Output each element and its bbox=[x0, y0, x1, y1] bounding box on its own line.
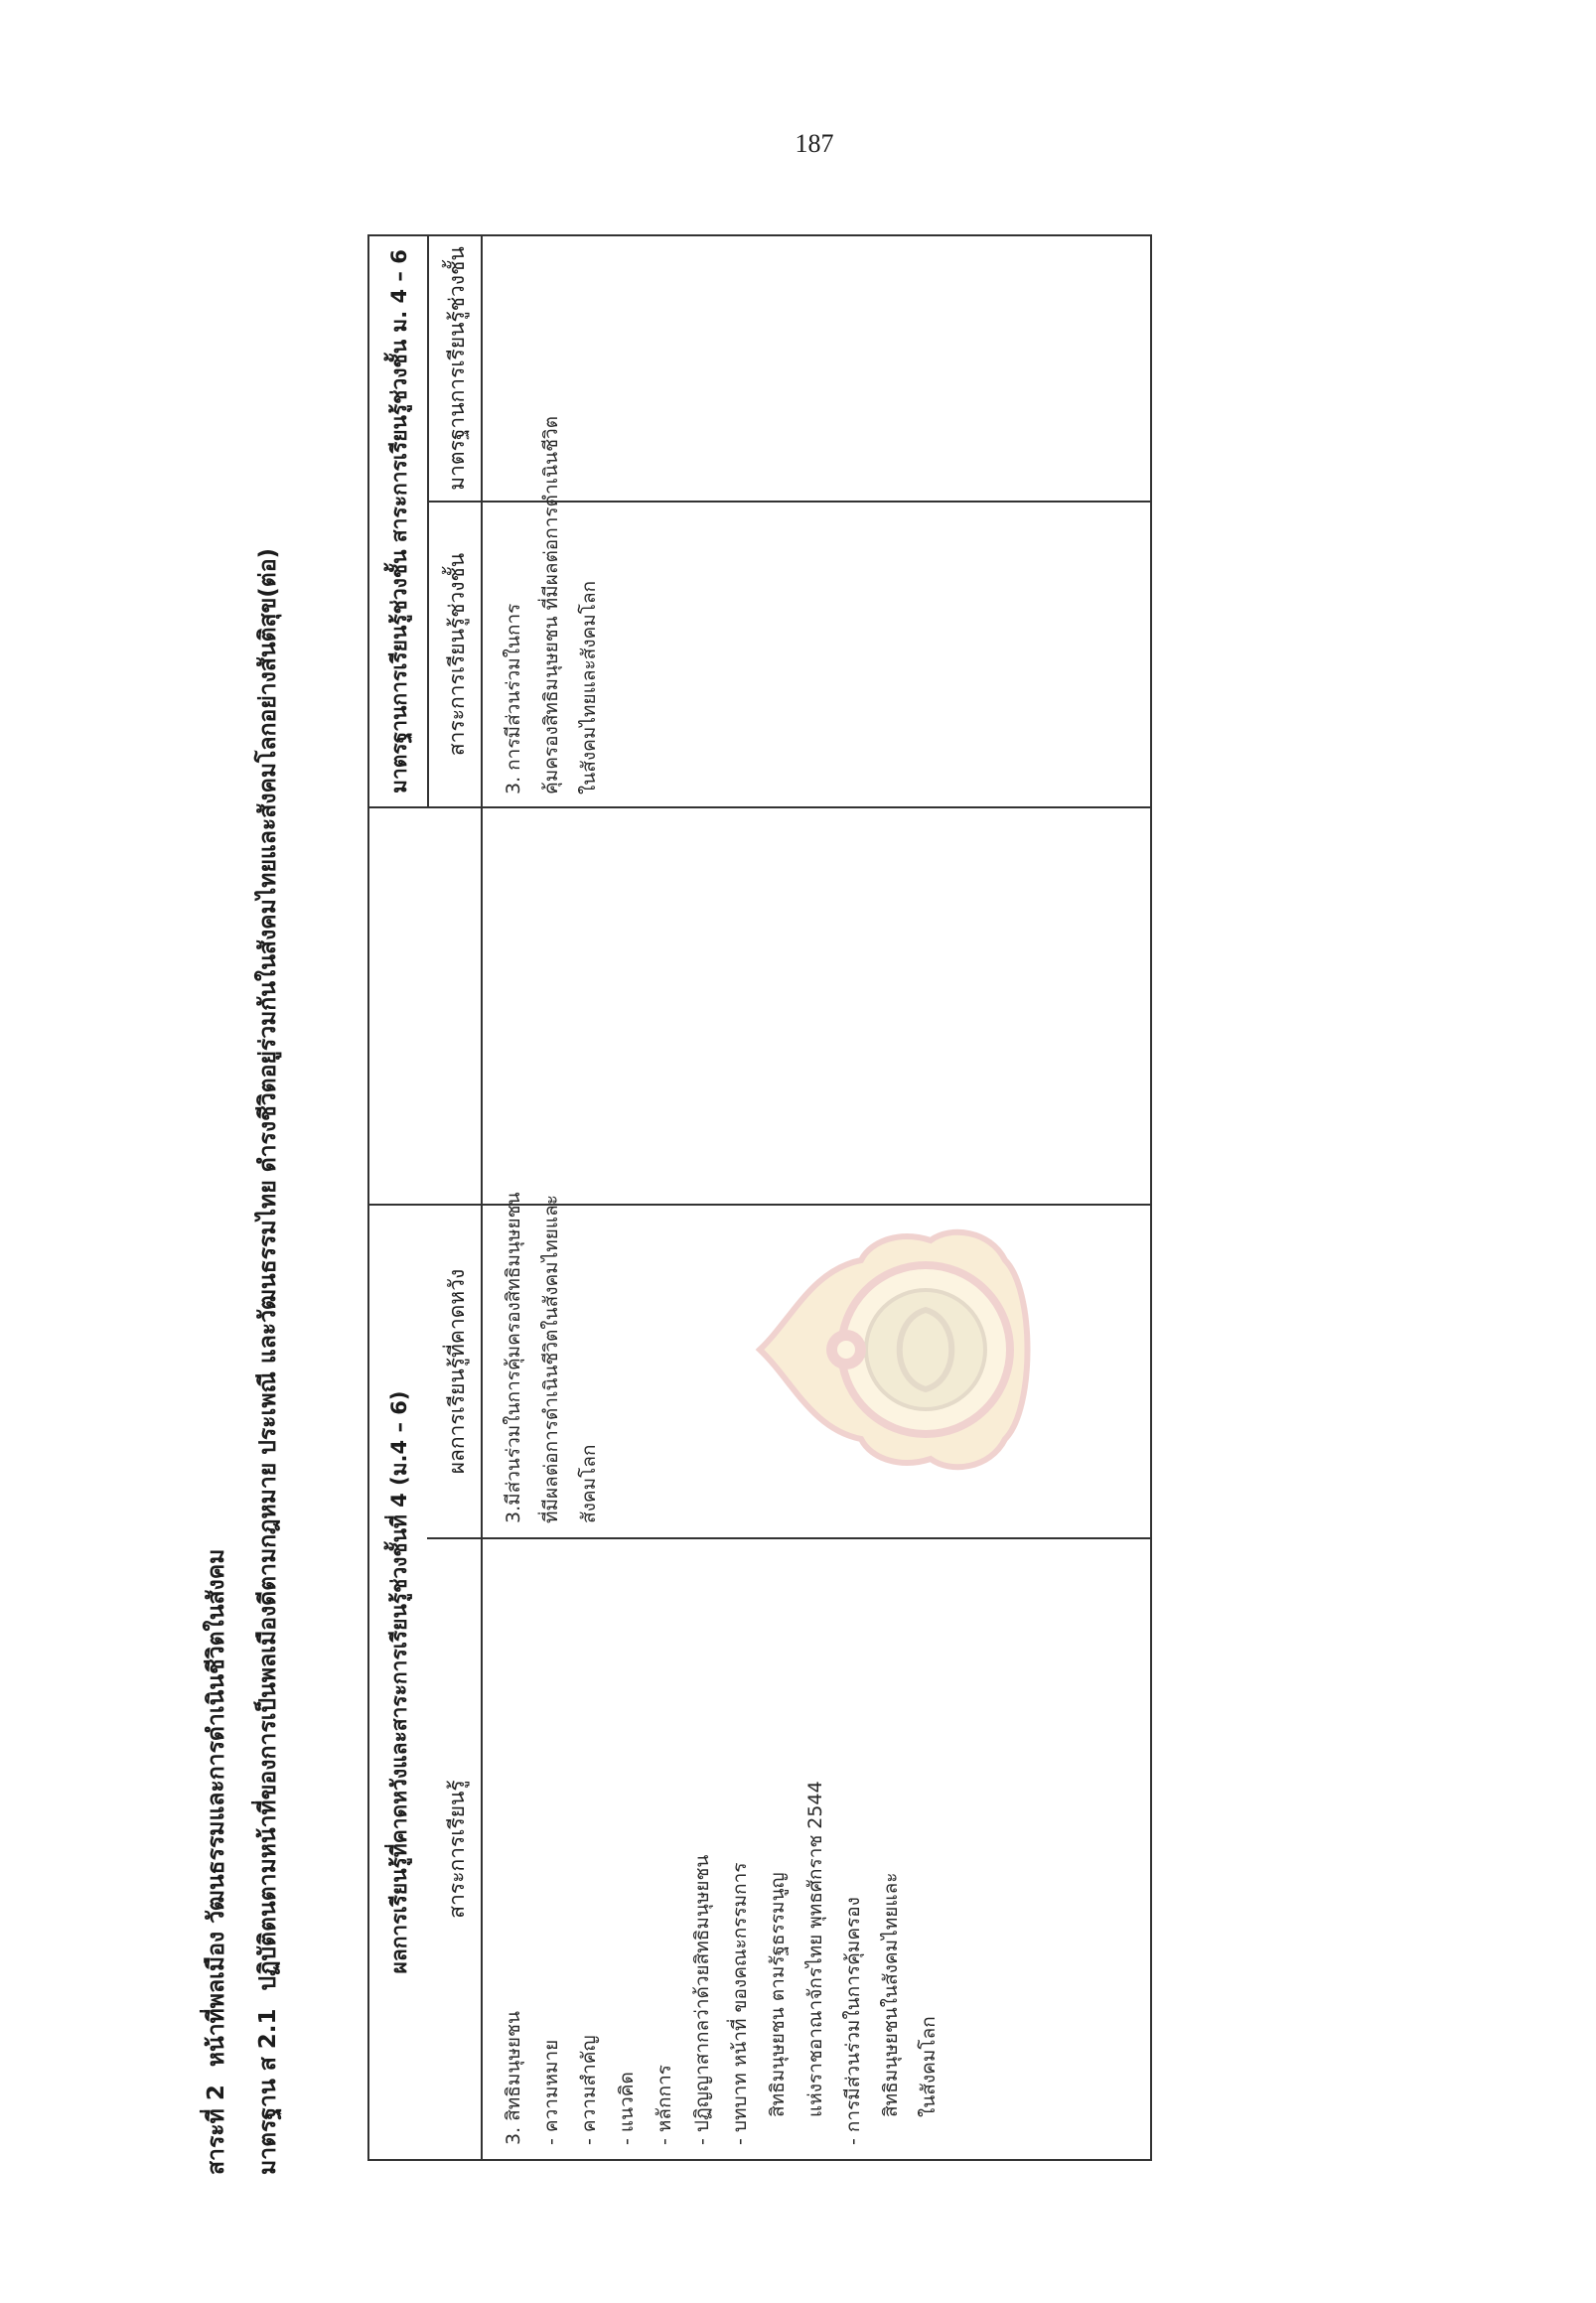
cell-range-content bbox=[495, 416, 608, 794]
group-header-standards: มาตรฐานการเรียนรู้ช่วงชั้น สาระการเรียนรู้ช่วงชั้น ม. 4 – 6 bbox=[387, 249, 411, 793]
strand-heading bbox=[199, 1549, 234, 2175]
learning-content-line: สิทธิมนุษยชน ตามรัฐธรรมนูญ bbox=[767, 1872, 789, 2117]
outcome-line: สังคมโลก bbox=[578, 1444, 600, 1523]
range-content-line: ในสังคมไทยและสังคมโลก bbox=[578, 580, 600, 794]
curriculum-table bbox=[367, 234, 1152, 2161]
learning-content-line: - การมีส่วนร่วมในการคุ้มครอง bbox=[842, 1897, 864, 2145]
strand-label: สาระที่ 2 bbox=[204, 2085, 229, 2175]
learning-content-line: - ความหมาย bbox=[540, 2039, 562, 2145]
outcome-line: ที่มีผลต่อการดำเนินชีวิตในสังคมไทยและ bbox=[540, 1194, 562, 1523]
standard-heading bbox=[250, 548, 286, 2175]
page-number: 187 bbox=[795, 129, 834, 158]
standard-title: ปฏิบัติตนตามหน้าที่ของการเป็นพลเมืองดีตามกฎหมาย ประเพณี และวัฒนธรรมไทย ดำรงชีวิตอยู่ร่วมกันในสังคมไทยและสังคมโลกอย่างสันติสุข(ต่อ) bbox=[255, 547, 281, 1991]
rotated-page-content bbox=[179, 159, 1172, 2175]
learning-content-line: - บทบาท หน้าที่ ของคณะกรรมการ bbox=[729, 1862, 751, 2145]
office-seal-icon bbox=[752, 1201, 1050, 1499]
col-header-learning-content: สาระการเรียนรู้ bbox=[445, 1780, 469, 1919]
learning-content-line: ในสังคมโลก bbox=[918, 2016, 940, 2117]
group-header-outcomes: ผลการเรียนรู้ที่คาดหวังและสาระการเรียนรู้ช่วงชั้นที่ 4 (ม.4 – 6) bbox=[387, 1390, 411, 1974]
learning-content-line: - หลักการ bbox=[653, 2065, 675, 2145]
range-content-line: คุ้มครองสิทธิมนุษยชน ที่มีผลต่อการดำเนินชีวิต bbox=[540, 416, 562, 794]
learning-content-line: - ความสำคัญ bbox=[578, 2035, 600, 2145]
standard-label: มาตรฐาน ส 2.1 bbox=[255, 2008, 281, 2175]
learning-content-line: - แนวคิด bbox=[616, 2072, 638, 2145]
col-header-standard: มาตรฐานการเรียนรู้ช่วงชั้น bbox=[445, 246, 469, 491]
learning-content-line: สิทธิมนุษยชนในสังคมไทยและ bbox=[880, 1872, 902, 2117]
learning-content-line: - ปฏิญญาสากลว่าด้วยสิทธิมนุษยชน bbox=[691, 1854, 713, 2145]
learning-content-line: แห่งราชอาณาจักรไทย พุทธศักราช 2544 bbox=[804, 1781, 826, 2117]
outcome-line: 3.มีส่วนร่วมในการคุ้มครองสิทธิมนุษยชน bbox=[503, 1192, 524, 1523]
learning-content-line: 3. สิทธิมนุษยชน bbox=[503, 2011, 524, 2145]
col-header-expected-outcome: ผลการเรียนรู้ที่คาดหวัง bbox=[445, 1268, 469, 1475]
range-content-line: 3. การมีส่วนร่วมในการ bbox=[503, 603, 524, 794]
cell-expected-outcome bbox=[495, 1192, 608, 1523]
cell-learning-content bbox=[495, 1781, 947, 2145]
strand-title: หน้าที่พลเมือง วัฒนธรรมและการดำเนินชีวิตในสังคม bbox=[204, 1548, 229, 2068]
col-header-range-content: สาระการเรียนรู้ช่วงชั้น bbox=[445, 552, 469, 757]
